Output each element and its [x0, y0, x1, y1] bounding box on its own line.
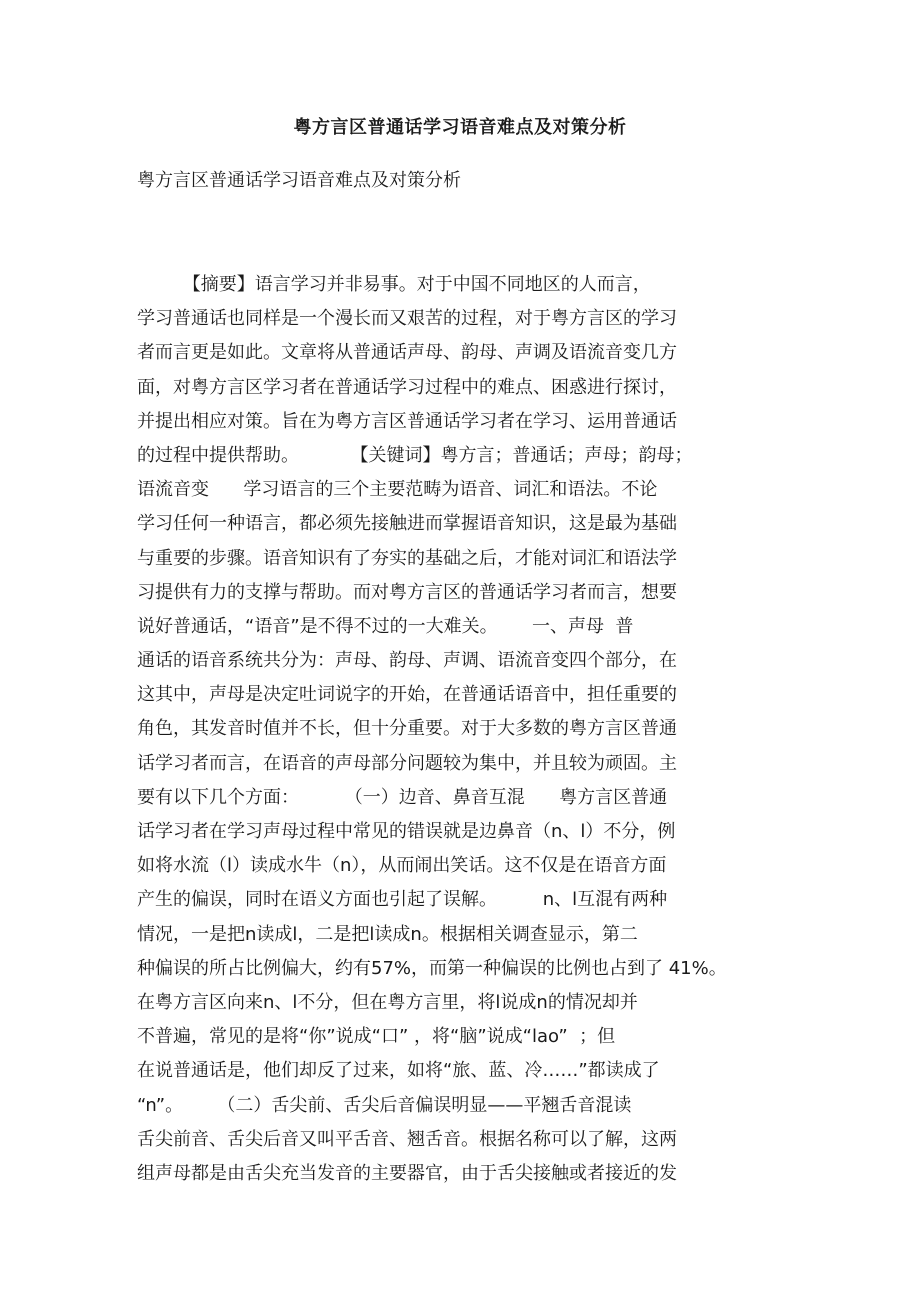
body-line: 在粤方言区向来n、l不分，但在粤方言里，将l说成n的情况却并: [137, 991, 638, 1013]
body-line: 学习任何一种语言，都必须先接触进而掌握语音知识，这是最为基础: [137, 513, 677, 535]
body-line: 的过程中提供帮助。 【关键词】粤方言；普通话；声母；韵母；: [137, 444, 693, 466]
body-line: 情况，一是把n读成l，二是把l读成n。根据相关调查显示，第二: [137, 923, 638, 945]
body-line: 在说普通话是，他们却反了过来，如将“旅、蓝、冷……”都读成了: [137, 1060, 660, 1082]
body-line: 舌尖前音、舌尖后音又叫平舌音、翘舌音。根据名称可以了解，这两: [137, 1128, 677, 1150]
body-line: 话学习者而言，在语音的声母部分问题较为集中，并且较为顽固。主: [137, 752, 677, 774]
body-line: “n”。 （二）舌尖前、舌尖后音偏误明显——平翘舌音混读: [137, 1094, 632, 1116]
body-line: 者而言更是如此。文章将从普通话声母、韵母、声调及语流音变几方: [137, 342, 677, 364]
body-line: 这其中，声母是决定吐词说字的开始，在普通话语音中，担任重要的: [137, 684, 677, 706]
body-line: 语流音变 学习语言的三个主要范畴为语音、词汇和语法。不论: [137, 479, 658, 501]
body-line: 话学习者在学习声母过程中常见的错误就是边鼻音（n、l）不分，例: [137, 821, 676, 842]
body-line: 不普遍，常见的是将“你”说成“口” ，将“脑”说成“lao” ；但: [137, 1026, 616, 1048]
body-line: 学习普通话也同样是一个漫长而又艰苦的过程，对于粤方言区的学习: [137, 308, 677, 330]
body-line: 面，对粤方言区学习者在普通话学习过程中的难点、困惑进行探讨，: [137, 376, 677, 398]
document-title: 粤方言区普通话学习语音难点及对策分析: [293, 117, 627, 138]
body-line: 角色，其发音时值并不长，但十分重要。对于大多数的粤方言区普通: [137, 718, 677, 740]
body-line: 与重要的步骤。语音知识有了夯实的基础之后，才能对词汇和语法学: [137, 547, 677, 569]
body-line: 习提供有力的支撑与帮助。而对粤方言区的普通话学习者而言，想要: [137, 581, 677, 603]
body-line: 种偏误的所占比例偏大，约有57%，而第一种偏误的比例也占到了 41%。: [137, 957, 727, 979]
body-line: 组声母都是由舌尖充当发音的主要器官，由于舌尖接触或者接近的发: [137, 1162, 677, 1184]
body-line: 【摘要】语言学习并非易事。对于中国不同地区的人而言，: [137, 274, 651, 295]
body-line: 如将水流（l）读成水牛（n），从而闹出笑话。这不仅是在语音方面: [137, 855, 667, 877]
document-body: [137, 268, 777, 1191]
body-line: 通话的语音系统共分为：声母、韵母、声调、语流音变四个部分，在: [137, 650, 677, 672]
body-line: 要有以下几个方面： （一）边音、鼻音互混 粤方言区普通: [137, 786, 668, 808]
body-line: 说好普通话，“语音”是不得不过的一大难关。 一、声母 普: [137, 615, 634, 637]
document-subtitle: 粤方言区普通话学习语音难点及对策分析: [137, 170, 461, 191]
body-line: 并提出相应对策。旨在为粤方言区普通话学习者在学习、运用普通话: [137, 410, 677, 432]
body-line: 产生的偏误，同时在语义方面也引起了误解。 n、l互混有两种: [137, 889, 668, 911]
